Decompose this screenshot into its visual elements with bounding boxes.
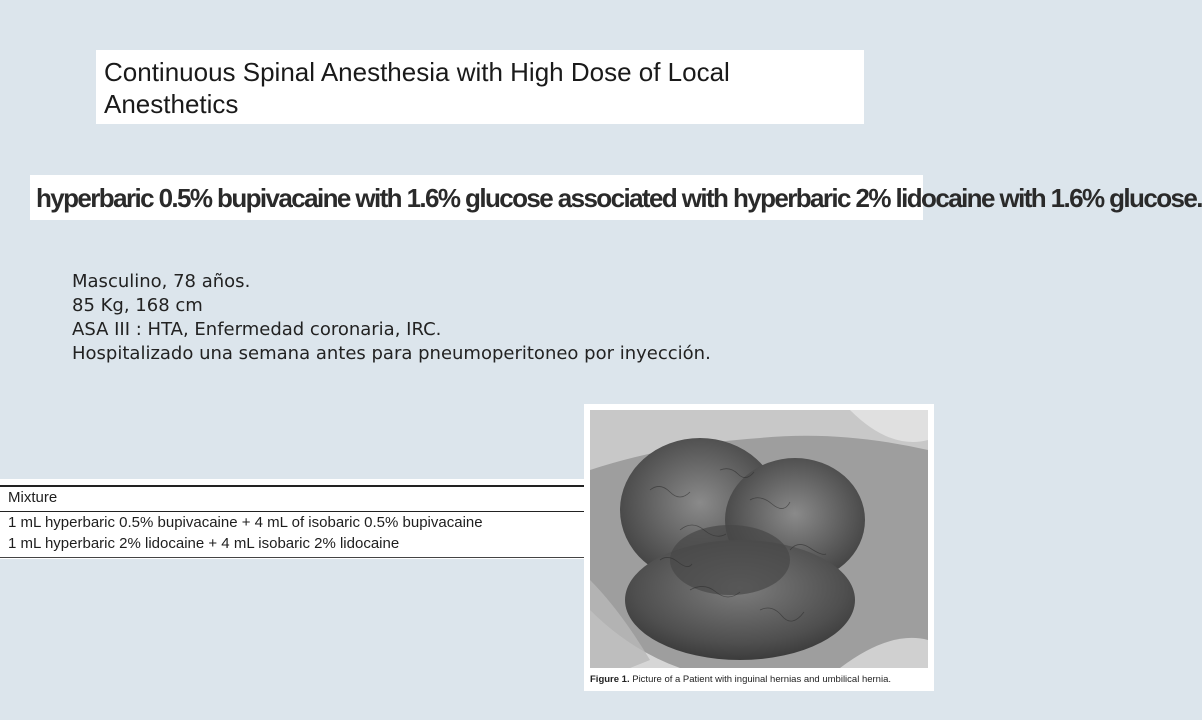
mixture-table-header: Mixture: [8, 489, 58, 506]
figure-caption-text: Picture of a Patient with inguinal hernias and umbilical hernia.: [629, 674, 891, 685]
composition-note: hyperbaric 0.5% bupivacaine with 1.6% glucose associated with hyperbaric 2% lidocaine with 1.6% glucose.: [30, 175, 923, 220]
figure-caption-label: Figure 1.: [590, 674, 630, 685]
patient-info: [72, 270, 852, 366]
table-rule-middle: [0, 511, 596, 512]
mixture-row-lidocaine: 1 mL hyperbaric 2% lidocaine + 4 mL isobaric 2% lidocaine: [8, 535, 400, 552]
mixture-row-bupivacaine: 1 mL hyperbaric 0.5% bupivacaine + 4 mL of isobaric 0.5% bupivacaine: [8, 514, 483, 531]
table-rule-top: [0, 485, 596, 487]
mixture-table: [0, 479, 596, 559]
patient-asa-status: ASA III : HTA, Enfermedad coronaria, IRC.: [72, 319, 442, 340]
patient-weight-height: 85 Kg, 168 cm: [72, 295, 203, 316]
slide-title-line-2: Anesthetics: [104, 89, 239, 119]
patient-sex-age: Masculino, 78 años.: [72, 271, 251, 292]
patient-photo-illustration: [590, 410, 928, 668]
table-rule-bottom: [0, 557, 596, 558]
patient-photo: [590, 410, 928, 668]
slide-title-line-1: Continuous Spinal Anesthesia with High Dose of Local: [104, 57, 730, 87]
slide-title: [96, 50, 864, 124]
patient-history: Hospitalizado una semana antes para pneumoperitoneo por inyección.: [72, 343, 711, 364]
figure-caption: [590, 674, 930, 685]
figure-panel: [584, 404, 934, 691]
